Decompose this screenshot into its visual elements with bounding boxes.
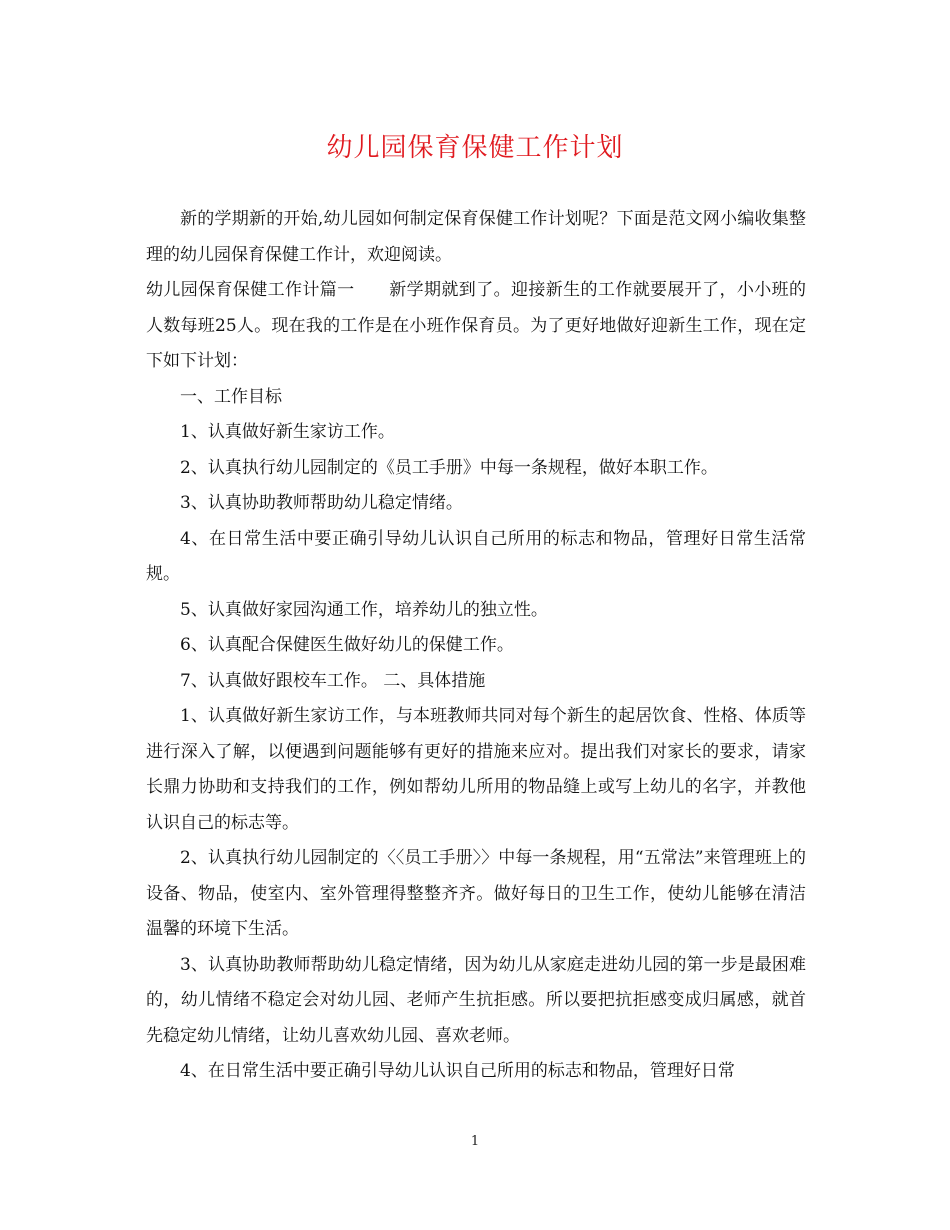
paragraph-section-one: 幼儿园保育保健工作计篇一 新学期就到了。迎接新生的工作就要展开了，小小班的人数每班25人。现在我的工作是在小班作保育员。为了更好地做好迎新生工作，现在定下如下计划： [146,280,806,371]
paragraph-intro: 新的学期新的开始,幼儿园如何制定保育保健工作计划呢？下面是范文网小编收集整理的幼儿园保育保健工作计，欢迎阅读。 [146,209,806,265]
list-item: 4、在日常生活中要正确引导幼儿认识自己所用的标志和物品，管理好日常 [180,1061,735,1081]
heading-work-goals: 一、工作目标 [180,386,282,407]
list-item: 1、认真做好新生家访工作，与本班教师共同对每个新生的起居饮食、性格、体质等进行深入了解，以便遇到问题能够有更好的措施来应对。提出我们对家长的要求，请家长鼎力协助和支持我们的工作，例如帮幼儿所用的物品缝上或写上幼儿的名字，并教他认识自己的标志等。 [146,706,806,833]
list-item: 5、认真做好家园沟通工作，培养幼儿的独立性。 [180,599,548,620]
list-item: 3、认真协助教师帮助幼儿稳定情绪。 [180,493,463,513]
document-body [146,202,806,1090]
list-item: 7、认真做好跟校车工作。 二、具体措施 [180,670,486,691]
list-item: 6、认真配合保健医生做好幼儿的保健工作。 [180,635,514,655]
list-item: 1、认真做好新生家访工作。 [180,422,395,442]
page-number: 1 [470,1134,480,1149]
list-item: 3、认真协助教师帮助幼儿稳定情绪，因为幼儿从家庭走进幼儿园的第一步是最困难的，幼儿情绪不稳定会对幼儿园、老师产生抗拒感。所以要把抗拒感变成归属感，就首先稳定幼儿情绪，让幼儿喜欢幼儿园、喜欢老师。 [146,954,806,1046]
list-item: 4、在日常生活中要正确引导幼儿认识自己所用的标志和物品，管理好日常生活常规。 [146,528,806,584]
list-item: 2、认真执行幼儿园制定的〈〈员工手册〉〉中每一条规程，用“五常法”来管理班上的设备、物品，使室内、室外管理得整整齐齐。做好每日的卫生工作，使幼儿能够在清洁温馨的环境下生活。 [146,848,806,939]
list-item: 2、认真执行幼儿园制定的《员工手册》中每一条规程，做好本职工作。 [180,457,718,478]
document-title: 幼儿园保育保健工作计划 [326,133,624,163]
